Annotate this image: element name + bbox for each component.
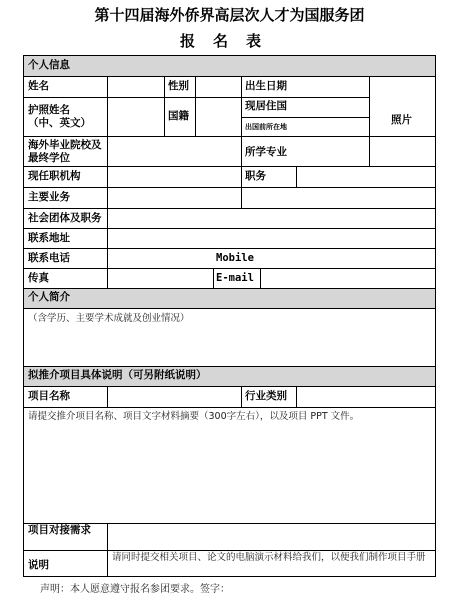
notes-label: 说明 xyxy=(28,559,49,571)
project-hint: 请提交推介项目名称、项目文字材料摘要（300字左右），以及项目 PPT 文件。 xyxy=(28,411,360,422)
fax-field[interactable] xyxy=(108,269,213,288)
social-orgs-field[interactable] xyxy=(108,209,435,228)
project-name-field[interactable] xyxy=(108,387,241,407)
docking-needs-label: 项目对接需求 xyxy=(28,524,91,536)
project-name-label: 项目名称 xyxy=(28,390,70,402)
current-org-label: 现任职机构 xyxy=(28,170,81,182)
birth-date-field[interactable] xyxy=(297,77,369,97)
name-field[interactable] xyxy=(108,77,164,97)
bio-header-bg xyxy=(24,288,435,308)
industry-label: 行业类别 xyxy=(245,390,287,402)
email-field[interactable] xyxy=(261,269,435,288)
address-field[interactable] xyxy=(108,229,435,248)
photo-label: 照片 xyxy=(391,114,412,126)
passport-name-field[interactable] xyxy=(108,98,164,136)
bio-hint: （含学历、主要学术成就及创业情况） xyxy=(28,313,190,324)
major-label: 所学专业 xyxy=(245,146,287,158)
nationality-field[interactable] xyxy=(196,98,241,136)
form-title: 第十四届海外侨界高层次人才为国服务团 xyxy=(94,6,365,24)
notes-hint: 请同时提交相关项目、论文的电脑演示材料给我们，以便我们制作项目手册 xyxy=(112,552,426,563)
email-label: E-mail xyxy=(216,272,254,284)
gender-field[interactable] xyxy=(196,77,241,97)
current-residence-label: 现居住国 xyxy=(245,100,287,112)
social-orgs-label: 社会团体及职务 xyxy=(28,212,102,224)
phone-field[interactable] xyxy=(108,249,213,268)
departure-location-field[interactable] xyxy=(297,118,369,136)
mobile-field[interactable] xyxy=(261,249,435,268)
registration-form xyxy=(23,55,436,577)
school-degree-label: 海外毕业院校及 最终学位 xyxy=(28,139,102,164)
docking-needs-field[interactable] xyxy=(108,524,435,550)
current-residence-field[interactable] xyxy=(297,98,369,117)
major-field[interactable] xyxy=(297,137,435,166)
declaration-text: 声明：本人愿意遵守报名参团要求。签字： xyxy=(40,584,230,595)
project-section-title: 拟推介项目具体说明（可另附纸说明） xyxy=(28,369,207,381)
passport-name-label: 护照姓名 （中、英文） xyxy=(28,104,91,129)
gender-label: 性别 xyxy=(168,80,189,92)
personal-info-header-bg xyxy=(24,56,435,76)
birth-date-label: 出生日期 xyxy=(245,80,287,92)
name-label: 姓名 xyxy=(28,80,49,92)
address-label: 联系地址 xyxy=(28,232,70,244)
project-description-field[interactable] xyxy=(24,426,435,523)
current-org-field[interactable] xyxy=(108,167,241,187)
departure-location-label: 出国前所在地 xyxy=(245,123,287,131)
bio-field[interactable] xyxy=(24,326,435,366)
phone-label: 联系电话 xyxy=(28,252,70,264)
bio-section-title: 个人简介 xyxy=(28,291,70,303)
position-label: 职务 xyxy=(245,170,266,182)
industry-field[interactable] xyxy=(297,387,435,407)
form-subtitle: 报名表 xyxy=(179,32,279,50)
nationality-label: 国籍 xyxy=(168,110,189,122)
mobile-label: Mobile xyxy=(216,252,254,264)
position-field[interactable] xyxy=(297,167,435,187)
main-business-label: 主要业务 xyxy=(28,191,70,203)
school-degree-field[interactable] xyxy=(108,137,241,166)
fax-label: 传真 xyxy=(28,272,49,284)
personal-info-section-title: 个人信息 xyxy=(28,59,70,71)
main-business-field[interactable] xyxy=(108,188,435,208)
